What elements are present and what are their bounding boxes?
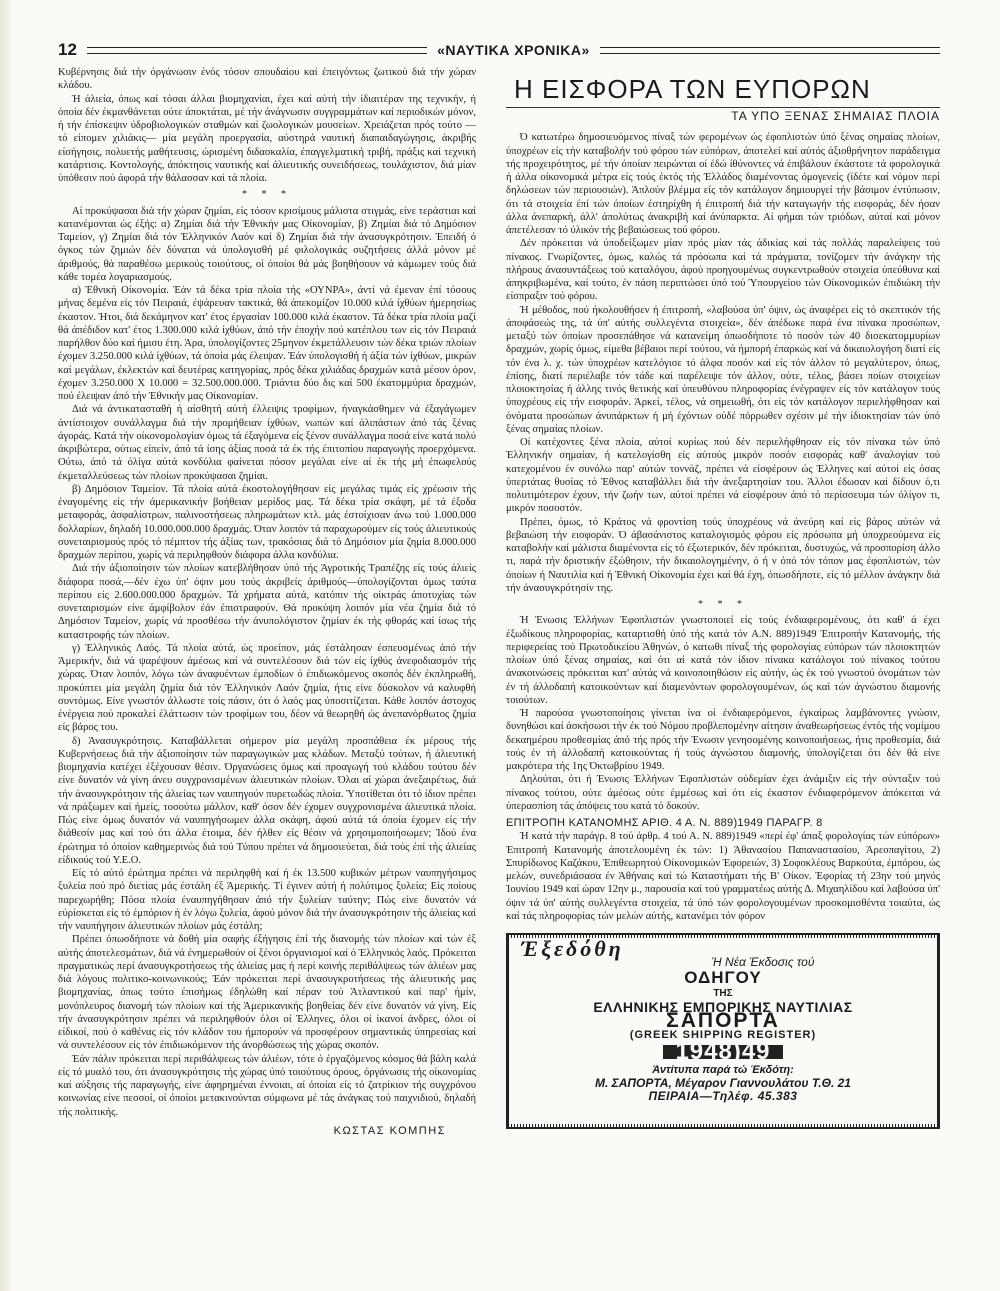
header-rule-right <box>600 47 940 54</box>
advertisement-content <box>511 938 935 1124</box>
ad-line: ΣΑΠΟΡΤΑ <box>666 1008 780 1032</box>
section-separator: * * * <box>242 189 292 201</box>
paragraph: γ) Έλληνικός Λαός. Τά πλοία αύτά, ώς προείπον, μάς έστάλησαν έσπευσμένως άπό τήν Άμερικήν, διά νά ψαρέψουν άμέσως καί νά συντελέσουν διά τών είς ίχθύς άνεφοδιασμόν τής χώρας. Όταν λοιπόν, λόγω τών άναφυέντων έμποδίων ό έπιδιωκόμενος σκοπός δέν έκπληρωθή, προκύπτει μία μεγάλη ζημία διά τόν Έλληνικόν Λαόν ζημία, ήτις είνε δύσκολον νά καλυφθή συντόμως. Είνε γνωστόν άλλωστε τοίς πάσιν, ότι ό λαός μας ύποσιτίζεται. Κάθε λοιπόν άστοχος ένέργεια πού προκαλεί έλάττωσιν τών τροφίμων του, δέον νά θεωρηθή ώς άνεπανόρθωτος ζημία είς βάρος του. <box>58 642 476 734</box>
author-signature: ΚΩΣΤΑΣ ΚΟΜΠΗΣ <box>333 1124 446 1137</box>
paragraph: Αί προκύψασαι διά τήν χώραν ζημίαι, είς τόσον κρισίμους μάλιστα στιγμάς, είνε τεράστιαι καί κατανέμονται ώς έξής: α) Ζημίαι διά τήν Έθνικήν μας Οίκονομίαν, β) Ζημίαι διά τό Δημόσιον Ταμείον, γ) Ζημίαι διά τόν Έλληνικόν Λαόν καί δ) Ζημίαι διά τήν άνασυγκρότησιν. Έπειδή ό όγκος τών ζημιών δέν δύναται νά ύπολογισθή μέ φιλολογικάς συζητήσεις άλλά μόνον μέ άριθμούς, θά παραθέσω μερικούς τοιούτους, οί όποίοι θά μάς βοηθήσουν νά κάμωμεν τούς διά κάθε τομέα λογαριασμούς. <box>58 205 476 283</box>
ad-year-badge: 1948)49 <box>663 1045 782 1058</box>
paragraph: β) Δημόσιον Ταμείον. Τά πλοία αύτά έκοστολογήθησαν είς μεγάλας τιμάς είς χρέωσιν τής έναγομένης είς τήν άμερικανικήν βοήθειαν μερίδος μας. Τά δέκα τρία σκάφη, μέ τά έξοδα μεταφοράς, άσφαλίστρων, παλινοστήσεως πληρωμάτων κτλ. μάς έστοίχισαν άνω τού 1.000.000 δολλαρίων, δηλαδή 10.000.000.000 δραχμάς. Όταν λοιπόν τά παραχωρούμεν είς τούς άλιευτικούς συνεταιρισμούς πρός τό πέμπτον τής άξίας των, τρακόσιας διά τό Δημόσιον μία ζημία 8.000.000 δραχμών περίπου, χωρίς νά περιληφθούν διάφορα άλλα κονδύλια. <box>58 483 476 561</box>
paragraph: Ή άλιεία, όπως καί τόσαι άλλαι βιομηχανίαι, έχει καί αύτή τήν ίδιαιτέραν της τεχνικήν, ή όποία δέν έκμανθάνεται ούτε άποκτάται, μέ τήν άνάγνωσιν συγγραμμάτων καί περιοδικών μόνον, ή τήν έπίσκεψιν ύδροβιολογικών σταθμών καί ζωολογικών μουσείων. Χρειάζεται πρός τούτο —τό είπομεν χιλιάκις— μία μεγάλη προεργασία, αύστηρά ναυτική διαπαιδαγώγησις, άκριβής είσήγησις, πολυετής μαθήτευσις, ώρισμένη διδασκαλία, έπαγγελματική τριβή, πράξις καί τεχνική κατάρτισις. Κοντολογής, άπόκτησις ναυτικής καί άλιευτικής συνειδήσεως, τουλάχιστον, διά μίαν ύπόθεσιν πού άφορά τήν θάλασσαν καί τά πλοία. <box>58 93 476 184</box>
ad-line: ΟΔΗΓΟΥ <box>684 968 762 988</box>
ad-line: Άντίτυπα παρά τώ Έκδότη: <box>652 1063 794 1076</box>
paragraph: Ή παρούσα γνωστοποίησις γίνεται ίνα οί ένδιαφερόμενοι, έγκαίρως λαμβάνοντες γνώσιν, δυνηθώσι καί άσκήσωσι τήν έκ τού Νόμου προβλεπομένην αίτησιν άναθεωρήσεως έντός τής νομίμου δεκαημέρου προθεσμίας άπό τής πρός τήν Ένωσιν γενησομένης κοινοποιήσεως, ήτις προθεσμία, διά τούς έν τή άλλοδαπή κατοικούντας ή τούς άγνώστου διαμονής, ύπολογίζεται ότι δέν θά είνε μακρότερα τής 1ης Όκτωβρίου 1949. <box>506 708 940 772</box>
article-subtitle: ΤΑ ΥΠΟ ΞΕΝΑΣ ΣΗΜΑΙΑΣ ΠΛΟΙΑ <box>506 107 940 123</box>
paragraph: Ή Ένωσις Έλλήνων Έφοπλιστών γνωστοποιεί είς τούς ένδιαφερομένους, ότι καθ' ά έχει έξωδίκους πληροφορίας, καταρτισθή ύπό τής κατά τόν Α.Ν. 889)1949 Έπιτροπήν Κατανομής, τής περιφερείας τού Πρωτοδικείου Άθηνών, ό κατωθι πίναξ τής φορολογίας εύπόρων τών πλοιοκτητών πλοίων ύπό ξένας σημαίας, καί ότι αί κατά τόν ίδιον πίνακα κατάλογοι τού πίνακος τούτου άνακοινώσεις πρόκειται κατ' αύτάς νά κοινοποιηθώσιν είς αύτήν, ώς έκ τού γνωστού όνομάτων τών έν τή άλλοδαπή κατοικούντων καί διαμενόντων φορολογουμένων, ώς καί τών άγνώστου διαμονής τοιούτων. <box>506 615 940 706</box>
paragraph: Διά νά άντικατασταθή ή αίσθητή αύτή έλλειψις τροφίμων, ήναγκάσθημεν νά έξαγάγωμεν άντίστοιχον συνάλλαγμα διά τήν προμήθειαν ίχθύων, νωπών καί άλιπάστων άπό τάς ξένας άγοράς. Κατά τήν οίκονομολογίαν όμως τά έξαγόμενα είς ξένον συνάλλαγμα ποσά είνε κατά πολύ άκριβώτερα, ούτως είπείν, άπό τά ίσης άξίας ποσά τά έκ τής έπιτοπίου παραγωγής προερχόμενα. Ούτω, άπό τά όλίγα αύτά κονδύλια φαίνεται πόσον μεγάλαι είνε αί έκ τής μή έπωφελούς έκμεταλλεύσεως τών πλοίων προκύψασαι ζημίαι. <box>58 404 476 482</box>
paragraph: Ό κατωτέρω δημοσιευόμενος πίναξ τών φερομένων ώς έφοπλιστών ύπό ξένας σημαίας πλοίων, ύποχρέων είς τήν καταβολήν τού φόρου τών εύπόρων, άποτελεί καί αύτός άξιοθρήνητον παράδειγμα τής προχειρότητος, μέ τήν όποίαν πειρώνται οί έδώ ίθύνοντες νά έπιβάλουν έκάστοτε τά φορολογικά ή άλλα οίκονομικά μέτρα είς τούς έκτός τής Έλλάδος διαμένοντας όμογενείς (ίδέτε καί νόμον περί δηλώσεων τών περιουσιών). Άπλούν βλέμμα είς τόν κατάλογον δημιουργεί τήν βάσιμον έντύπωσιν, ότι τά στοιχεία έπί τών όποίων έστηρίχθη ή έπιτροπή διά τήν καταγωγήν τής εισφοράς, δέν ήσαν άλλα άνεπαρκή, άλλ' άπολύτως άνακριβή καί άνύπαρκτα. Αί φήμαι τών τριόδων, αύταί καί μόνον άπετέλεσαν τό ύλικόν τής βεβαιώσεως τού φόρου. <box>506 132 940 236</box>
page-shadow-edge <box>0 0 14 1291</box>
paragraph: δ) Άνασυγκρότησις. Καταβάλλεται σήμερον μία μεγάλη προσπάθεια έκ μέρους τής Κυβερνήσεως διά τήν άξιοποίησιν τών παραγωγικών μας κλάδων. Μεταξύ τούτων, ή άλιευτική βιομηχανία κατέχει έξέχουσαν θέσιν. Όργανώσεις όμως καί προαγωγή τού κλάδου τούτου δέν είνε δυνατόν νά γίνη άνευ συγχρονισμένων άλιευτικών πλοίων. Όλαι αί χώραι άνεξαιρέτως, διά τήν άνασυγκρότησιν τής άλιείας των ναυπηγούν πυρετωδώς πλοία. Ύποτίθεται ότι τό ίδιον πρέπει νά πράξωμεν καί ήμείς, τοσούτω μάλλον, καθ' όσον δέν έχομεν συγχρονισμένα άλιευτικά πλοία. Πώς είνε όμως δυνατόν νά ναυπηγήσωμεν άλλα σκάφη, άφού αύτά τά όποία έχομεν είς τήν διάθεσίν μας καί τού ότι άλλα έτοιμα, δέν ήλθεν είς θέσιν νά χρησιμοποιήσωμεν; Ίδού ένα έρώτημα τό όποίον καθημερινώς διά τού Τύπου πρέπει νά δημοσιεύεται, διά τούς έπί τής άλιείας είδικούς τού Υ.Ε.Ο. <box>58 735 476 866</box>
right-column-article <box>506 66 940 1238</box>
left-column-article <box>58 66 476 1238</box>
paragraph: Δηλούται, ότι ή Ένωσις Έλλήνων Έφοπλιστών ούδεμίαν έχει άνάμιξιν είς τήν σύνταξιν τού πίνακος τούτου, ούτε άμέσως ούτε έμμέσως καί ότι είς έκαστον ένδιαφερόμενον άπόκειται νά ύπερασπίση τάς άπόψεις του κατά τό δοκούν. <box>506 774 940 812</box>
paragraph: Έάν πάλιν πρόκειται περί περιθάλψεως τών άλιέων, τότε ό έργαζόμενος κόσμος θά βάλη καλά είς τό μυαλό του, ότι άνασυγκρότησις τής χώρας ύπό τοιούτους όρους, όργάνωσις τής οίκονομίας καί αύξησις τής παραγωγής, είνε άφηρημέναι έννοιαι, αί όποίαι είς τό ζατρίκιον τής συγχρόνου κοινωνίας είνε πεσσοί, οί όποίοι μετακινούνται σύμφωνα μέ τάς άνάγκας τού παιχνιδιού, δηλαδή τής πολιτικής. <box>58 1053 476 1118</box>
paragraph: Κυβέρνησις διά τήν όργάνωσιν ένός τόσον σπουδαίου καί έπειγόντως ζωτικού διά τήν χώραν κλάδου. <box>58 67 476 92</box>
paragraph: Πρέπει όπωσδήποτε νά δοθή μία σαφής έξήγησις έπί τής διανομής τών πλοίων καί τών έξ αύτής άποτελεσμάτων, διά νά ένημερωθούν οί ξένοι όργανισμοί καί ό Έλληνικός λαός. Πρόκειται πραγματικώς περί άνασυγκροτήσεως τής άλιείας μας ή περί κοινής περιθάλψεως τών άλιέων μας διά λόγους πολιτικο-κοινωνικούς; Έάν πρόκειται περί άνασυγκροτήσεως τής άλιευτικής μας βιομηχανίας, όπως τούτο έπισήμως έδηλώθη καί πέραν τού Άτλαντικού καί παρ' ήμίν, μονόπλευρος διανομή τών πλοίων καί τής Άμερικανικής βοηθείας δέν είνε δυνατόν νά γίνη. Είς τήν άνασυγκρότησιν πρέπει νά περιληφθούν όλοι οί Έλληνες, όλοι οί ίκανοί άνδρες, όλοι οί είδικοί, πού ό καθένας είς τόν κλάδον του ήμπορούν νά προσφέρουν σημαντικάς ύπηρεσίας καί νά συντελέσουν είς τόν έπιδιωκόμενον τής άνορθώσεως τής χώρας σκοπόν. <box>58 934 476 1052</box>
page-number: 12 <box>58 40 77 59</box>
paragraph: Πρέπει, όμως, τό Κράτος νά φροντίση τούς ύποχρέους νά άνεύρη καί είς βάρος αύτών νά βεβαιώση τήν εισφοράν. Ό άβασάνιστος καταλογισμός φόρου είς πρόσωπα μή ύποχρεούμενα είς καταβολήν καί μάλιστα διαμένοντα είς τό έξωτερικόν, δέν πρόκειται, δυστυχώς, νά προσπορίση άλλο τι, παρά τήν δριστικήν έξώθησιν, τήν δικαιολογημένην, ό ή ν όπό τόν τόπον μας έφοπλιστών, τών όποίων ή Ναυτιλία καί ή Έθνική Οίκονομία έχει καί θά έχη, όπωσδήποτε, είς τό μέλλον άνάγκην διά τήν άνασυγκρότησίν της. <box>506 516 940 594</box>
paragraph: Ή κατά τήν παράγρ. 8 τού άρθρ. 4 τού Α. Ν. 889)1949 «περί έφ' άπαξ φορολογίας τών εύπόρων» Έπιτροπή Κατανομής άποτελουμένη έκ τών: 1) Άθανασίου Παπαναστασίου, Άρεοπαγίτου, 2) Σπυρίδωνος Καζάκου, Έπιθεωρητού Οίκονομικών Έφορειών, 3) Σοφοκλέους Βαρκούτα, έμπόρου, ώς μελών, συνεδριάσασα έν Άθήναις καί τώ Καταστήματι τής Β' Οίκον. Έφορίας τή 23ην τού μηνός Ίουνίου 1949 καί ώραν 12ην μ., παρουσία καί τού γραμματέως αύτής Δ. Μιχαηλίδου καί λαβούσα ύπ' όψιν τά ύπ' αύτής συλλεγέντα στοιχεία, τά ύπό τών φορολογουμένων προσκομισθέντα τοιαύτα, ώς καί τάς πληροφορίας τών μελών αύτής, κατανέμει τόν φόρον <box>506 831 940 922</box>
ad-line: ΠΕΙΡΑΙΑ—Τηλέφ. 45.383 <box>648 1089 798 1103</box>
ad-line: (GREEK SHIPPING REGISTER) <box>629 1029 817 1041</box>
ad-line: ΕΛΛΗΝΙΚΗΣ ΕΜΠΟΡΙΚΗΣ ΝΑΥΤΙΛΙΑΣ <box>593 998 853 1015</box>
article-title: Η ΕΙΣΦΟΡΑ ΤΩΝ ΕΥΠΟΡΩΝ <box>514 74 871 104</box>
ad-line: Ή Νέα Έκδοσις τού <box>711 955 815 969</box>
paragraph: α) Έθνική Οίκονομία. Έάν τά δέκα τρία πλοία τής «ΟΥΝΡΑ», άντί νά έμεναν έπί τόσους μήνας δεμένα είς τόν Πειραιά, έψάρευαν τακτικά, θά άπεκομίζον 10.000 κιλά ίχθύων ήμερησίως έκαστον. Ήτοι, διά δεκάμηνον κατ' έτος έργασίαν 100.000 κιλά έκαστον. Τά δέκα τρία πλοία μαζί θά άπέδιδον κατ' έτος 1.300.000 κιλά ίχθύων, άπό τήν έποχήν πού κατέπλου των είς τόν Πειραιά παρήλθον δύο καί ήμισυ έτη. Άρα, ύπολογίζοντες 25μηνον έκμετάλλευσιν τών δέκα τριών πλοίων έχομεν 3.250.000 κιλά ίχθύων, τά όποία μάς έλειψαν. Έάν ύπολογισθή ή άξία τών ίχθύων, μικρών καί μεγάλων, έκλεκτών καί δευτέρας κατηγορίας, πρός δέκα χιλιάδας δραχμών κατά μέσον όρον, έχομεν 3.250.000 Χ 10.000 = 32.500.000.000. Τριάντα δύο δις καί 500 έκατομμύρια δραχμών, πού έλειψαν άπό τήν Έθνικήν μας Οίκονομίαν. <box>58 285 476 402</box>
page-header <box>58 38 940 62</box>
header-rule-left <box>87 47 427 54</box>
ad-kicker: Έξεδόθη <box>521 936 624 961</box>
paragraph: Διά τήν άξιοποίησιν τών πλοίων κατεβλήθησαν ύπό τής Άγροτικής Τραπέζης είς τούς άλιείς διάφορα ποσά,—δέν έχω ύπ' όψιν μου τούς άκριβείς άριθμούς—ύπολογίζονται όμως ταύτα περίπου είς 2.600.000.000 δραχμών. Τά χρήματα αύτά, κατόπιν τής οίκτράς άποτυχίας τών συνεταιρισμών είνε άμφίβολον έάν έπιστραφούν. Θά προκύψη λοιπόν μία νέα ζημία διά τό Δημόσιον Ταμείον, χωρίς νά προσθέσω τήν άνυπολόγιστον ζημίαν έκ τής φθοράς καί ίσως τής καταστροφής τών πλοίων. <box>58 563 476 641</box>
paragraph: Δέν πρόκειται νά ύποδείξωμεν μίαν πρός μίαν τάς άδικίας καί τάς πολλάς παραλείψεις τού πίνακος. Γνωρίζοντες, όμως, καλώς τά πρόσωπα καί τά πράγματα, τονίζομεν τήν άνάγκην τής πλήρους άνασυντάξεως τού καταλόγου, άφού προηγουμένως συγκεντρωθούν στοιχεία ύπεύθυνα καί άπηκριβωμένα, καί τούτο, έν πάση περιπτώσει ύπό τού Ύπουργείου τών Οίκονομικών έπιδιώκη τήν είσπραξιν τού φόρου. <box>506 238 940 303</box>
bleed-through-text <box>930 70 1000 490</box>
paragraph: Ή μέθοδος, πού ήκολουθήσεν ή έπιτροπή, «λαβούσα ύπ' όψιν, ώς άναφέρει είς τό σκεπτικόν τής άποφάσεώς της, τά ύπ' αύτής συλλεγέντα στοιχεία», δέν άπέδωκε παρά ένα πίνακα προσώπων, μεταξύ τών όποίων προσεπάθησε νά κατανείμη όπωσδήποτε τό ποσόν τών 40 δισεκατομμυρίων δραχμών, χωρίς όμως, είμεθα βέβαιοι περί τούτου, νά ήμπορή έπαρκώς καί νά δικαιολογήση διατί είς τόν ένα λ. χ. τών ύποχρέων κατελόγισε τό άλφα ποσόν καί είς τόν άλλον τό μεγαλύτερον, όπως, έπίσης, διατί περιέλαβε τόν τάδε καί παρέλειψε τόν άλλον, ούτε, τέλος, βάσει ποίων στοιχείων πλοιοκτησίας ή άλλης τινός θετικής καί ύπευθύνου πληροφορίας ένέγραψεν είς τόν κατάλογον τούς ύποχρέους είς τήν εισφοράν. Άρκεί, τέλος, νά σημειωθή, ότι είς τόν κατάλογον περιελήφθησαν καί όνόματα προσώπων άνυπάρκτων ή μή έχόντων ούδέ πόρρωθεν σχέσιν μέ τήν ίδιοκτησίαν τών ύπό ξένας σημαίας πλοίων. <box>506 304 940 435</box>
advertisement-box <box>506 933 940 1129</box>
section-separator: * * * <box>698 599 748 610</box>
committee-heading: ΕΠΙΤΡΟΠΗ ΚΑΤΑΝΟΜΗΣ ΑΡΙΘ. 4 Α. Ν. 889)1949 ΠΑΡΑΓΡ. 8 <box>506 817 823 829</box>
ad-line: ΤΗΣ <box>713 988 733 1000</box>
paragraph: Είς τό αύτό έρώτημα πρέπει νά περιληφθή καί ή έκ 13.500 κυβικών μέτρων ναυπηγήσιμος ξυλεία πού πρό διετίας μάς έστάλη έξ Άμερικής. Τί έγινεν αύτή ή πολύτιμος ξυλεία; Είς ποίους παρεχωρήθη; Πόσα πλοία έναυπηγήθησαν άπό τήν ξυλείαν ταύτην; Πώς είνε δυνατόν νά εύρίσκεται είς τό έμπόριον ή έν λόγω ξυλεία, άφού μόνον διά τήν άνασυγκρότησιν τής άλιείας καί τήν ναυπήγησιν άλιευτικών πλοίων μάς έστάλη; <box>58 868 476 932</box>
paragraph: Οί κατέχοντες ξένα πλοία, αύτοί κυρίως πού δέν περιελήφθησαν είς τόν πίνακα τών ύπό Έλληνικήν σημαίαν, ή κατελογίσθη είς αύτούς μικρόν ποσόν εισφοράς καθ' άναλογίαν τού κατεχομένου έν συνόλω παρ' αύτών τοννάζ, πρέπει νά είσφέρουν ώς Έλληνες καί αύτοί είς όσας ύπερτάτας θυσίας τό Έθνος καταβάλλει διά τήν άνεξαρτησίαν του. Άλλοι έδωσαν καί δίδουν ό,τι πολυτιμότερον έχουν, τήν ζωήν των, αύτοί πρέπει νά είσφέρουν άπό τό περίσσευμα τών όλίγον τι, μικρόν ποσοστόν. <box>506 437 940 515</box>
ad-line: Μ. ΣΑΠΟΡΤΑ, Μέγαρον Γιαννουλάτου Τ.Θ. 21 <box>595 1075 851 1090</box>
masthead: «ΝΑΥΤΙΚΑ ΧΡΟΝΙΚΑ» <box>437 42 590 58</box>
